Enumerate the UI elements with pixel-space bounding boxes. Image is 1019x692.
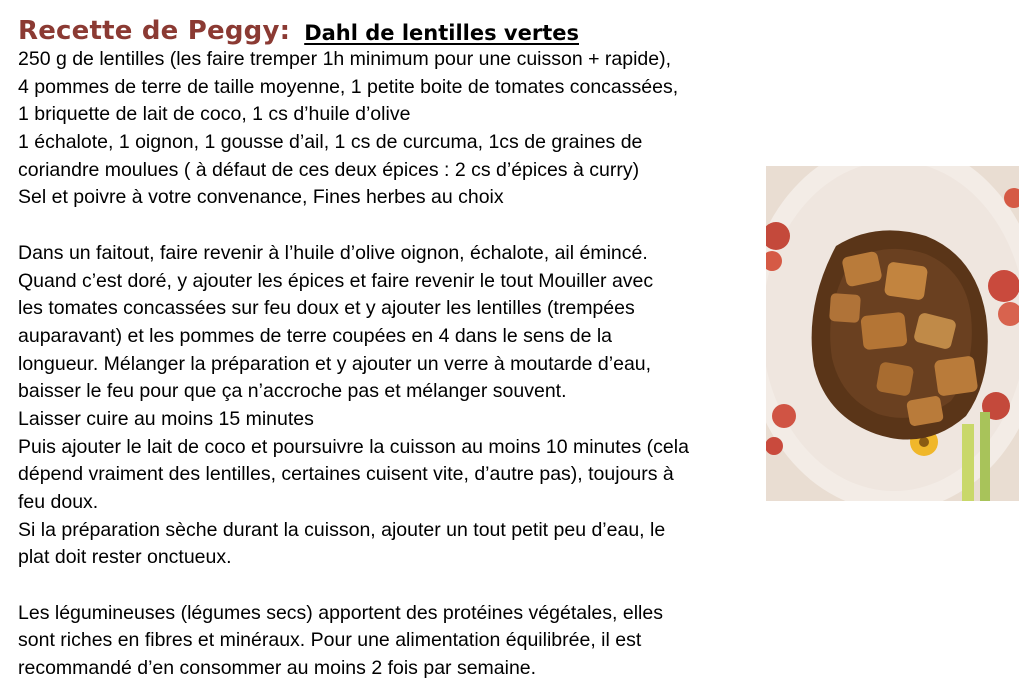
title-row [18,12,753,46]
dahl-plate-illustration [766,166,1019,501]
paragraph-gap [18,212,753,240]
instruction-line: Laisser cuire au moins 15 minutes [18,407,314,430]
instruction-line: feu doux. [18,491,99,513]
note-line: Les légumineuses (légumes secs) apportent des protéines végétales, elles [18,601,663,624]
instructions-block [18,240,753,572]
ingredients-block [18,46,753,212]
paragraph-gap [18,572,753,600]
ingredient-line: 250 g de lentilles (les faire tremper 1h minimum pour une cuisson + rapide), [18,48,672,70]
recipe-title: Dahl de lentilles vertes [304,21,579,45]
instruction-line: Quand c’est doré, y ajouter les épices et faire revenir le tout Mouiller avec [18,269,654,292]
ingredient-line: 1 briquette de lait de coco, 1 cs d’huile d’olive [18,103,411,126]
dahl-photo [766,166,1019,501]
ingredient-line: Sel et poivre à votre convenance, Fines herbes au choix [18,186,504,209]
ingredient-line: 4 pommes de terre de taille moyenne, 1 petite boite de tomates concassées, [18,75,679,98]
recipe-document [18,12,753,683]
ingredient-line: 1 échalote, 1 oignon, 1 gousse d’ail, 1 cs de curcuma, 1cs de graines de [18,131,643,154]
instruction-line: dépend vraiment des lentilles, certaines cuisent vite, d’autre pas), toujours à [18,463,674,486]
instruction-line: plat doit rester onctueux. [18,546,232,569]
instruction-line: les tomates concassées sur feu doux et y ajouter les lentilles (trempées [18,297,635,320]
instruction-line: longueur. Mélanger la préparation et y ajouter un verre à moutarde d’eau, [18,352,652,375]
note-line: recommandé d’en consommer au moins 2 fois par semaine. [18,657,537,680]
instruction-line: auparavant) et les pommes de terre coupées en 4 dans le sens de la [18,324,613,347]
instruction-line: Si la préparation sèche durant la cuisson, ajouter un tout petit peu d’eau, le [18,518,666,541]
instruction-line: Puis ajouter le lait de coco et poursuivre la cuisson au moins 10 minutes (cela [18,435,689,458]
instruction-line: baisser le feu pour que ça n’accroche pas et mélanger souvent. [18,380,567,403]
note-line: sont riches en fibres et minéraux. Pour une alimentation équilibrée, il est [18,629,642,652]
instruction-line: Dans un faitout, faire revenir à l’huile d’olive oignon, échalote, ail émincé. [18,241,648,264]
nutrition-note [18,600,753,683]
ingredient-line: coriandre moulues ( à défaut de ces deux épices : 2 cs d’épices à curry) [18,158,640,181]
recipe-brand: Recette de Peggy: [18,16,291,46]
